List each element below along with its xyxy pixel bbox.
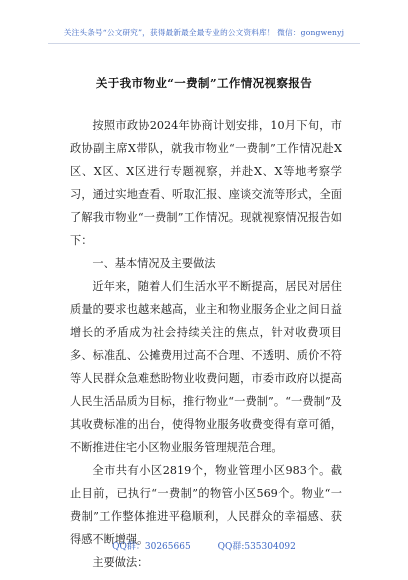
paragraph-main-practices: 主要做法： xyxy=(92,556,149,569)
document-body xyxy=(70,114,342,574)
header-banner: 关注头条号“公文研究”，获得最新最全最专业的公文资料库！ 微信：gongwenyj xyxy=(63,28,345,37)
header-divider xyxy=(48,43,360,44)
section-heading: 一、基本情况及主要做法 xyxy=(92,257,216,270)
document-title: 关于我市物业“一费制”工作情况视察报告 xyxy=(95,76,313,90)
footer-qq-group-1: QQ群：30265665 xyxy=(112,542,191,552)
footer-qq-group-2: QQ群:535304092 xyxy=(217,542,296,552)
paragraph-background: 近年来，随着人们生活水平不断提高，居民对居住质量的要求也越来越高，业主和物业服务企业之间日益增长的矛盾成为社会持续关注的焦点，针对收费项目多、标准乱、公摊费用过高不合理、不透明、质价不符等人民群众急难愁盼物业收费问题，市委市政府以提高人民生活品质为目标，推行物业“一费制”。“一费制”及其收费标准的出台，使得物业服务收费变得有章可循，不断推进住宅小区物业服务管理规范合理。 xyxy=(70,280,342,454)
footer xyxy=(0,539,408,552)
paragraph-intro: 按照市政协2024年协商计划安排，10月下旬，市政协副主席X带队，就我市物业“一费制”工作情况赴X区、X区、X区进行专题视察，并赴X、X等地考察学习，通过实地查看、听取汇报、座谈交流等形式，全面了解我市物业“一费制”工作情况。现就视察情况报告如下： xyxy=(70,119,342,247)
paragraph-statistics: 全市共有小区2819个，物业管理小区983个。截止目前，已执行“一费制”的物管小区569个。物业“一费制”工作整体推进平稳顺利，人民群众的幸福感、获得感不断增强。 xyxy=(70,464,342,546)
